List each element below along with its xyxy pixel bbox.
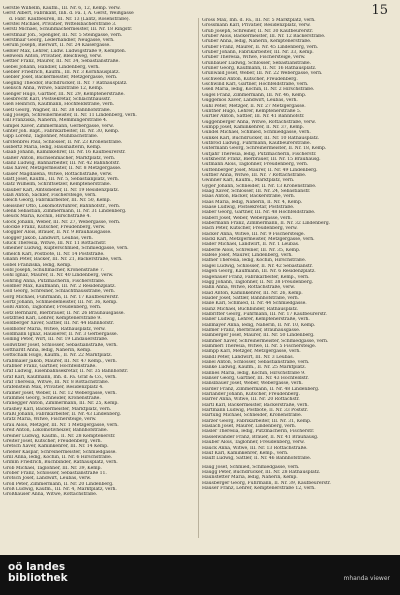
directory-entry: Hartl Karl, Bäckermeister, Bäckerstraße, verh.: [202, 402, 309, 408]
directory-entry: Groß Ludwig, Kaufm., III. Nr. 4, Marktplatz, verh.: [3, 486, 117, 492]
directory-entry: Haag Xaver, Schlosser, III. Nr. 24, Sebastianstr.: [202, 189, 311, 194]
directory-entry: Gürtler Anton, Sattler, III. Nr. 41 Bahnhofstr.: [202, 114, 305, 120]
directory-entry: Gläßer Anton, Büchsenmacher, Marktplatz, verh.: [3, 155, 116, 161]
directory-entry: Gwinner Karl, Kaufm., Marktplatz, verh.: [202, 178, 295, 184]
directory-entry: Gollwitzer Josef, Schlosser, Sebastianstraße, verh.: [3, 342, 118, 348]
directory-entry: Halbritter Georg, Fuhrmann, III. Nr. 17 Kaufbeurerstr.: [202, 311, 327, 317]
directory-entry: Gumpp Josef, Kaminkehrer, II. Nr. 37, Kemp.: [202, 124, 304, 130]
directory-entry: Grub Joseph, Schreiner, II. Nr. 30 Kaufbeurerstr.: [202, 28, 314, 34]
directory-entry: Hauf Karl, Kaminkehrer, Kemp., verh.: [202, 450, 289, 456]
directory-entry: Hagel Ludwig, Schlosser, II. Nr. 42 Sebastianstr.: [202, 263, 313, 269]
directory-entry: Hauff Ludwig, Sattler, II. Nr. 46 Bahnhofstraße.: [202, 456, 312, 462]
directory-entry: Grammel Georg, Schneider, Kronenstraße.: [3, 396, 101, 402]
directory-entry: Gerstel Michael, Privatier, Wittelsbacherstraße 3.: [3, 22, 117, 28]
viewer-label[interactable]: mhanda viewer: [343, 575, 390, 582]
directory-entry: Göll Georg, Schreiner, Schlachthausstraße, verh.: [3, 289, 116, 295]
directory-entry: Gutbrod Ludwig, Fuhrmann, Kaufbeurerstraße.: [202, 140, 312, 146]
directory-entry: Hampp Karl, Metzger, Metzgergasse, verh.: [202, 349, 301, 355]
directory-entry: Gross Max, Inh. d. Fa., III. Nr. 5 Marktplatz, verh.: [202, 18, 316, 23]
directory-entry: Haugg Peter, Buchdrucker, III. Nr. 28 Rathausplatz.: [202, 469, 321, 475]
directory-entry: Graßl Johann, Fabrikarbeiter, II. Nr. 43 Lindenberg.: [3, 412, 122, 418]
directory-entry: Gimpel Xaver, Zimmermann, Gerbergasse, verw.: [3, 123, 114, 129]
directory-entry: Grünbauer Ludwig, Schlosser, Sebastianstraße.: [202, 60, 312, 66]
directory-entry: Harrer Anna, Witwe, III. Nr. 20 Rottachstr.: [202, 397, 300, 403]
directory-entry: Görtz Johann, Schmiedemeister, III. Nr. 36, Kemp.: [3, 299, 118, 305]
directory-entry: Hanke Ludwig, Kaufm., II. Nr. 25 Marktplatz.: [202, 365, 306, 371]
directory-entry: Glas Xaver, Metzgermeister, II. Nr. 8 Metzgergasse.: [3, 166, 122, 172]
directory-entry: Gretsch Xaver, Kaminkehrer, III. Nr. 14 Kemp.: [3, 444, 109, 450]
directory-entry: Glauber Karl, Amtsdiener, II. Nr. 19 Residenzplatz.: [3, 187, 120, 193]
directory-entry: Haber Georg, Gärtner, III. Nr. 48 Hochfeldstraße.: [202, 210, 316, 216]
directory-entry: Gutermann Georg, Schreinermeister, II. Nr. 18, Kemp.: [202, 146, 327, 152]
directory-entry: Giesbrecht Karl, Postsekretär, Schlachthausstr.: [3, 96, 111, 102]
directory-entry: Gielisch Anna, Witwe, Salzstraße 12, Kemp.: [3, 86, 104, 92]
directory-entry: Girstenbrei Paul, Schlosser, II. Nr. 23 Kronenstraße.: [3, 139, 123, 145]
directory-entry: Gienger Hugo, Gärtner, III. Nr. 29, Kemptenerstraße.: [3, 91, 125, 97]
logo-line-1: oö landes: [8, 561, 66, 573]
directory-entry: Hagg Johann, Taglöhner, II. Nr. 38 Freudenberg.: [202, 279, 314, 285]
directory-entry: Geßwein Anton, Privatier, Bleichweg, verw.: [3, 54, 102, 60]
directory-entry: Hauber Alois, Taglöhner, Freudenberg, verw.: [202, 440, 305, 446]
directory-entry: Gutmann Alois, Taglöhner, Freudenberg, verh.: [202, 162, 309, 168]
directory-entry: Göbl Joseph, Schuhmacher, Kronenstraße 7.: [3, 267, 105, 273]
directory-entry: Hausberger Georg, Fuhrmann, II. Nr. 39, Kaufbeurerstr.: [202, 480, 331, 486]
directory-entry: Gschwend Anton, Kutscher, Freudenberg.: [202, 76, 298, 82]
directory-entry: Hader Michael, Landwirt, II. Nr. 1 Leubas.: [202, 242, 300, 248]
directory-entry: Götzfried Karl, Lehrer, Kemptenerstraße 9.: [3, 315, 102, 321]
directory-entry: Gramer Josef, Weber, II. Nr. 12 Webergasse, verh.: [3, 390, 117, 396]
directory-entry: Hackl Karl, Metzgermeister, Metzgergasse, verh.: [202, 237, 315, 243]
directory-entry: Giebel Johann, Händler, Lindenberg, verh.: [3, 64, 100, 70]
directory-entry: Hauser Franz, Lehrer, Kemptenerstraße 12, verh.: [202, 485, 316, 491]
directory-entry: Goldberger Xaver, Sattler, III. Nr. 44 Bahnhofstr.: [3, 321, 114, 327]
directory-entry: Gundel Michael, Schmied, Schmiedgasse, verh.: [202, 130, 311, 136]
directory-entry: Gunkel Karl, Buchdrucker, III. Nr. 10 Rathausplatz.: [202, 135, 320, 141]
directory-entry: Hainz Michael, Buchbinder, Rathausplatz.: [202, 306, 299, 312]
directory-entry: Hartung Michael, Schneider, Kronenstraße.: [202, 413, 303, 419]
directory-entry: Hach Peter, Kutscher, Freudenberg, verw.: [202, 226, 298, 232]
directory-entry: Glöckle Franz, Kutscher, Freudenberg, verw.: [3, 225, 106, 231]
directory-entry: Glock Johann, Weber, III. Nr. 27, Webergasse, verh.: [3, 219, 121, 225]
directory-entry: Gyger Johann, Schneider, II. Nr. 13 Kronenstraße.: [202, 183, 317, 189]
directory-entry: Greiter Josef, Kutscher, Freudenberg, verh.: [3, 438, 102, 444]
directory-entry: Gleissner Otto, Lokomotivführer, Bahnhofstr., verh.: [3, 203, 121, 209]
directory-entry: Grabner Franz, Gärtner, Hochfeldstraße.: [3, 364, 97, 370]
directory-entry: Haslach Josef, Maurer, Lindenberg, verh.: [202, 424, 297, 430]
directory-entry: Goldmann Ignaz, Hausierer, II. Nr. 3 Gerbergasse.: [3, 331, 119, 337]
directory-entry: Gruber Alois, Bäckermeister, III. Nr. 12 Bäckerstraße.: [202, 34, 326, 40]
directory-entry: Hacker Anna, Witwe, III. Nr. 9 Fischersteige.: [202, 231, 305, 237]
directory-entry: Hamberger Josef, Maurer, III. Nr. 50 Lindenberg.: [202, 333, 315, 339]
directory-entry: Grießer Kaspar, Schreinermeister, Schmiedgasse.: [3, 449, 117, 455]
logo-line-2: bibliothek: [8, 572, 68, 584]
column-divider: [198, 18, 199, 538]
directory-entry: Grimm Friedrich, Buchbinder, Rathausplatz, verh.: [3, 460, 118, 466]
directory-entry: Glöggler Alois, Brauer, II. Nr. 9 Brauhausgasse.: [3, 230, 112, 236]
directory-entry: Hannes Maria, ledig, Köchin, Hirschstraße 9.: [202, 370, 306, 376]
directory-entry: Glück Theresia, Witwe, III. Nr. 11 Rottachstr.: [3, 241, 107, 247]
directory-entry: Häfele Josef, Maurer, Lindenberg, verh.: [202, 253, 293, 259]
directory-entry: Groll Peter, Zimmermann, II. Nr. 20 Lindenberg.: [3, 481, 114, 487]
directory-entry: Gößl Anton, Taglöhner, Freudenberg, verh.: [3, 305, 102, 311]
right-column: [202, 18, 392, 491]
directory-entry: Gerst Albert, Fabrikant, Inh. d. Fa. I, A. Gerst, Weißgasse: [3, 11, 134, 17]
directory-entry: Giebler Josef, Bäckermeister, Metzgergasse, verh.: [3, 75, 118, 81]
directory-entry: Gottschalk Hugo, Kaufm., II. Nr. 22 Marktplatz.: [3, 353, 112, 359]
page-number: 15: [371, 3, 388, 18]
directory-entry: Harlander Johann, Kutscher, Freudenberg.: [202, 392, 300, 398]
directory-entry: Giebler Friedrich, Kaufm., III. Nr. 3 Kornhausplatz.: [3, 70, 120, 76]
directory-entry: Graf Theresia, Witwe, III. Nr. 8 Rottachstraße.: [3, 380, 110, 386]
directory-entry: Gruber Johann, Fabrikarbeiter, III. Nr. 33, Kemp.: [202, 50, 314, 56]
directory-entry: Graf Karl, Kaufmann, Inh. d. Fa. Graf & Co., verh.: [3, 374, 117, 380]
directory-entry: Götz Bernhard, Bierbrauer, II. Nr. 26 Brauhausgasse.: [3, 310, 125, 316]
directory-entry: Gerstmair Georg, Lederhändler, Neugasse, verh.: [3, 38, 115, 44]
directory-entry: Gsell Maria, ledig, Köchin, II. Nr. 2 Hirschstraße.: [202, 87, 315, 93]
directory-entry: Göhring Anna, Putzmacherin, Fischerstraße.: [3, 278, 106, 284]
directory-entry: Grabmaier Jakob, Maurer, III. Nr. 47 Kemp., verh.: [3, 358, 117, 364]
directory-entry: Günther Hugo, Lehrer, Kemptenerstraße 5.: [202, 108, 302, 114]
directory-entry: Gipp Lorenz, Taglöhner, Mühlbachstraße.: [3, 134, 99, 140]
directory-entry: Häberle Alois, Schreiner, III. Nr. 35, Kemp.: [202, 247, 301, 253]
directory-entry: Guttenberger Josef, Maurer, II. Nr. 49 Lindenberg.: [202, 167, 318, 173]
directory-entry: Golling Peter, Wirt, III. Nr. 19 Lindauerstraße.: [3, 337, 109, 343]
directory-entry: Goldhofer Maria, Witwe, Rathausplatz, verw.: [3, 326, 106, 332]
directory-entry: Haas Maria, ledig, Näherin, II. Nr. 4, Kemp.: [202, 199, 303, 205]
directory-entry: Glaab Johann, Kaminkehrer, III. Nr. 16 Kaufbeurerstr.: [3, 150, 126, 156]
directory-entry: Guggemos Xaver, Landwirt, Leubas, verh.: [202, 98, 298, 104]
directory-entry: Harzer Georg, Fabrikarbeiter, III. Nr. 31, Kemp.: [202, 418, 312, 424]
directory-entry: Ginter Joh. Bapt., Fabrikarbeiter, III. Nr. 30, Kemp.: [3, 128, 120, 134]
directory-entry: Göldner Max, Kaufmann, III. Nr. 2 Residenzplatz.: [3, 283, 116, 289]
directory-entry: Handl Peter, Landwirt, III. Nr. 3 Leubas.: [202, 354, 294, 360]
directory-entry: Haid Anton, Kaminkehrer, III. Nr. 26, Kemp.: [202, 290, 303, 296]
directory-entry: Gerstl Michael, Schuhmachermeister, III. Nr. 18 Ringstr.: [3, 27, 133, 33]
directory-entry: Hallmayer Anna, ledig, Näherin, II. Nr. 10, Kemp.: [202, 322, 316, 328]
directory-entry: Großhauser Anna, Witwe, Rottachstraße.: [3, 492, 98, 498]
directory-entry: Gotthardt Anna, ledig, Näherin, Kemp.: [3, 348, 92, 353]
directory-entry: Hammer Xaver, Schreinermeister, Schmiedgasse, verh.: [202, 338, 329, 344]
directory-entry: Hammerl Theresia, Witwe, II. Nr. 5 Fischersteige.: [202, 343, 317, 349]
directory-entry: Gill Franziska, Näherin, Memmingerstraße 4.: [3, 118, 108, 124]
directory-entry: Glogger Jakob, Landwirt, Leubas, verh.: [3, 235, 93, 241]
directory-entry: Hasler Theresia, ledig, Putzmacherin, Fischerstr.: [202, 429, 315, 435]
directory-entry: Hasselwander Franz, Brauer, II. Nr. 41 Brauhausg.: [202, 434, 319, 440]
directory-entry: Gugel Franz, Zimmermann, III. Nr. 46, Kemp.: [202, 92, 307, 98]
directory-entry: Gutjahr Theresia, ledig, Putzmacherin, Fischerstr.: [202, 151, 317, 157]
directory-entry: Habermann Franz, Zimmermann, II. Nr. 32 Lindenberg.: [202, 221, 331, 227]
directory-entry: Grau Alois, Metzger, III. Nr. 1 Metzgergasse, verh.: [3, 422, 119, 428]
directory-entry: Grossmann Karl, Privatier, Residenzplatz, verw.: [202, 23, 311, 29]
directory-entry: Gratz Maria, Witwe, Fischersteige, verw.: [3, 417, 97, 423]
directory-entry: Gühl Peter, Metzger, II. Nr. 27 Metzgergasse.: [202, 103, 306, 109]
directory-entry: Haug Josef, Schmied, Schmiedgasse, verh.: [202, 464, 300, 470]
directory-entry: Greiner Ludwig, Kaufm., II. Nr. 28 Kemptenerstr.: [3, 433, 116, 439]
directory-entry: Granegger Anton, Zimmermann, III. Nr. 25, Kemp.: [3, 401, 119, 407]
directory-entry: Glanz Ludwig, Bahnarbeiter, III. Nr. 42 Bahnhofstr.: [3, 160, 120, 166]
directory-entry: Guggenberger Anna, Witwe, Rottachstraße, verw.: [202, 119, 316, 125]
directory-entry: Hanel Anton, Schlosser, Sebastianstraße, verh.: [202, 360, 310, 365]
directory-entry: Gmeiner Ludwig, Kupferschmied, Schmiedgasse, verh.: [3, 246, 129, 252]
directory-entry: Gruber Franz, Maurer, II. Nr. 45 Lindenberg, verh.: [202, 44, 319, 50]
directory-entry: Gerstle Wilhelm, Kaufm., III. Nr. 6, 12, Kemp. verw.: [3, 6, 121, 11]
left-column: [3, 6, 193, 498]
directory-entry: Gruber Anna, ledig, Näherin, Kemptenerstraße.: [202, 39, 312, 45]
directory-entry: Hagen Georg, Kaufmann, III. Nr. 6 Residenzplatz.: [202, 269, 316, 275]
directory-entry: Hauck Anna, Witwe, III. Nr. 13 Rottachstraße.: [202, 445, 308, 451]
directory-entry: Glenk Sebastian, Zimmermann, II. Nr. 31 Lindenberg.: [3, 209, 127, 215]
directory-entry: Gettler Franz, Maurer, III. Nr. 34, Sebastianstraße.: [3, 59, 120, 65]
directory-entry: Gräf Ludwig, Eisenbahnsekretär, II. Nr. 35 Bahnhofstr.: [3, 369, 128, 375]
library-logo[interactable]: [8, 562, 68, 584]
directory-entry: Gerstmair Joh., Spengler, III. Nr. 5 Steingasse, verh.: [3, 32, 123, 38]
directory-entry: Hanser Georg, Gärtner, III. Nr. 43 Hochfeldstr.: [202, 376, 309, 382]
directory-entry: Gisbertz Maria, ledig, Haushälterin, Kemp.: [3, 144, 102, 150]
directory-entry: Harder Franz, Zimmermann, II. Nr. 48 Lindenberg.: [202, 386, 320, 392]
directory-entry: Grafenstein Max, Privatier, Residenzplatz 4.: [3, 385, 104, 391]
directory-entry: Gnann Peter, Bäcker, III. Nr. 21, Bäckerstraße, verh.: [3, 257, 123, 263]
directory-entry: Haase Ludwig, Postsekretär, Poststraße.: [202, 205, 295, 211]
directory-entry: Gmelch Karl, Postbote, II. Nr. 14 Poststraße.: [3, 251, 105, 257]
directory-entry: Haller Ludwig, Lehrer, Kemptenerstraße, verh.: [202, 317, 310, 323]
directory-entry: Görg Michael, Fuhrmann, II. Nr. 17 Kaufbeurerstr.: [3, 294, 119, 300]
directory-entry: Gieß Heinrich, Kaufmann, Hochfeldstraße, verh.: [3, 102, 115, 108]
directory-entry: Halmer Franz, Bierbrauer, Brauhausgasse.: [202, 327, 301, 333]
directory-entry: Grüner Georg, Kaufmann, II. Nr. 16 Rathausplatz.: [202, 66, 317, 72]
directory-entry: Grob Michael, Taglöhner, III. Nr. 39, Kemp.: [3, 465, 102, 471]
directory-entry: Geßler Max, Lehrer, Ludw. Ludwigstraße 9, Kempten.: [3, 48, 127, 54]
directory-entry: Haas Anton, Bäcker, Bäckerstraße, verh.: [202, 194, 296, 200]
directory-entry: Göbel Franziska, ledig, Kemp.: [3, 262, 72, 268]
directory-entry: Hartmann Ludwig, Postbote, II. Nr. 33 Poststr.: [202, 408, 308, 414]
directory-entry: Haunstetter Maria, ledig, Näherin, Kemp.: [202, 475, 298, 481]
directory-entry: Haberl Josef, Weber, Webergasse, verh.: [202, 215, 292, 221]
directory-entry: Gilg Joseph, Schreinermeister, II. Nr. 11 Lindenberg, verh.: [3, 112, 137, 118]
directory-entry: Haile Karl, Schmied, II. Nr. 44 Schmiedgasse.: [202, 301, 307, 307]
directory-entry: Glaß Anton, Säckler, Fischersteige, verh.: [3, 193, 97, 199]
directory-entry: Grill Anna, ledig, Köchin, II. Nr. 6 Hirschstraße.: [3, 454, 113, 460]
directory-entry: Haider Josef, Sattler, Bahnhofstraße, verh.: [202, 295, 300, 301]
directory-entry: Glaser Magdalena, Witwe, Rottachstraße, verw.: [3, 171, 113, 177]
directory-entry: Grünwald Josef, Weber, III. Nr. 22 Webergasse, verh.: [202, 71, 323, 77]
directory-entry: Gerum Joseph, Bierwirt, II. Nr. 24 Kaisergasse.: [3, 43, 111, 49]
directory-entry: Hagenauer Franz, Fabrikarbeiter, Kemp., verh.: [202, 274, 310, 280]
directory-entry: Gietl Georg, Wagner, III. Nr. 38 Bahnhofstraße.: [3, 107, 111, 113]
directory-entry: Greif Anton, Lokomotivheizer, Bahnhofstraße.: [3, 428, 108, 434]
directory-entry: Göhl Ignaz, Maurer, II. Nr. 40 Lindenberg, verw.: [3, 273, 114, 279]
directory-entry: Glatt Josef, Kaufm., III. Nr. 5, Sebastianplatz, verh.: [3, 177, 120, 182]
directory-entry: Hafner Theresia, ledig, Köchin, Hirschstraße.: [202, 258, 307, 264]
directory-entry: d. Fabr. Kaufbeuren, III. Nr. 13 (Lalitz, Rosenstraße).: [9, 16, 130, 22]
directory-entry: Grashey Karl, Bäckermeister, Marktplatz, verh.: [3, 406, 112, 412]
directory-entry: Grötsch Josef, Landwirt, Leubas, verw.: [3, 476, 92, 482]
directory-entry: Gutknecht Franz, Bierbrauer, III. Nr. 15 Brauhausg.: [202, 156, 321, 162]
directory-entry: Hahn Anna, Witwe, Rottachstraße, verw.: [202, 285, 296, 291]
directory-entry: Guttler Anna, Witwe, III. Nr. 7 Rottachstraße.: [202, 172, 307, 178]
directory-entry: Giegling Theodor, Buchdrucker, II. Nr. 7 Rathausplatz.: [3, 80, 128, 86]
directory-entry: Glatz Wilhelm, Schriftsetzer, Kemptenerstraße.: [3, 182, 112, 188]
directory-entry: Gschwind Karl, Gärtner, Hochfeldstraße, verh.: [202, 82, 309, 88]
directory-entry: Gleuck Maria, Köchin, Hirschstraße 4.: [3, 214, 91, 220]
directory-entry: Gruber Theresia, Witwe, Fischersteige, verw.: [202, 55, 306, 61]
directory-entry: Gröber Franz, Schlosser, Sebastianstraße 11.: [3, 470, 107, 476]
directory-entry: Gleich Georg, Fabrikarbeiter, III. Nr. 50, Kemp.: [3, 198, 111, 204]
directory-entry: Hanslbauer Josef, Weber, Webergasse, verh.: [202, 381, 303, 387]
